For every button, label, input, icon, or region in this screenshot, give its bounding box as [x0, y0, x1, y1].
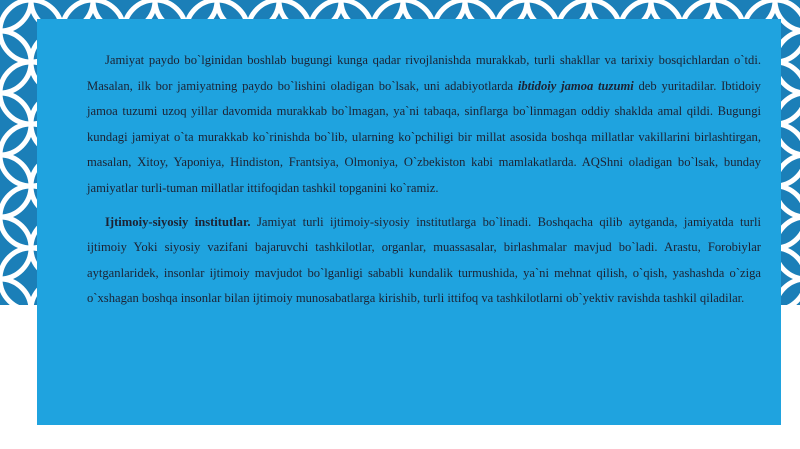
paragraph-society-development: [87, 48, 761, 202]
paragraph-1-text-b: deb yuritadilar. Ibtidoiy jamoa tuzumi uzoq yillar davomida murakkab bo`lmagan, ya`ni tabaqa, sinflarga bo`linmagan oddiy shaklda amal qildi. Bugungi kundagi jamiyat o`ta murakkab ko`rinishda bo`lib, ularning ko`pchiligi bir millat asosida boshqa millatlar vakillarini birlashtirgan, masalan, Xitoy, Yaponiya, Hindiston, Frantsiya, Olmoniya, O`zbekiston kabi mamlakatlarda. AQShni oladigan bo`lsak, bunday jamiyatlar turli-tuman millatlar ittifoqidan tashkil topganini ko`ramiz.: [87, 78, 761, 195]
text-panel: [37, 19, 781, 425]
paragraph-2-text: Jamiyat turli ijtimoiy-siyosiy institutlarga bo`linadi. Boshqacha qilib aytganda, jamiyatda turli ijtimoiy Yoki siyosiy vazifani bajaruvchi tashkilotlar, organlar, muassasalar, birlashmalar mavjud bo`ladi. Arastu, Forobiylar aytganlaridek, insonlar ijtimoiy mavjudot bo`lganligi sababli kundalik turmushida, ya`ni mehnat qilish, o`qish, yashashda o`ziga o`xshagan boshqa insonlar bilan ijtimoiy munosabatlarga kirishib, turli ittifoq va tashkilotlarni ob`yektiv ravishda tashkil qiladilar.: [87, 214, 761, 306]
section-heading-institutions: Ijtimoiy-siyosiy institutlar.: [105, 214, 251, 229]
paragraph-1-text-a: Jamiyat paydo bo`lginidan boshlab bugungi kunga qadar rivojlanishda murakkab, turli shakllar va tarixiy bosqichlardan o`tdi. Masalan, ilk bor jamiyatning paydo bo`lishini oladigan bo`lsak, uni adabiyotlarda: [87, 53, 761, 93]
paragraph-socio-political-institutions: [87, 210, 761, 312]
term-primitive-communal-system: ibtidoiy jamoa tuzumi: [517, 78, 634, 93]
